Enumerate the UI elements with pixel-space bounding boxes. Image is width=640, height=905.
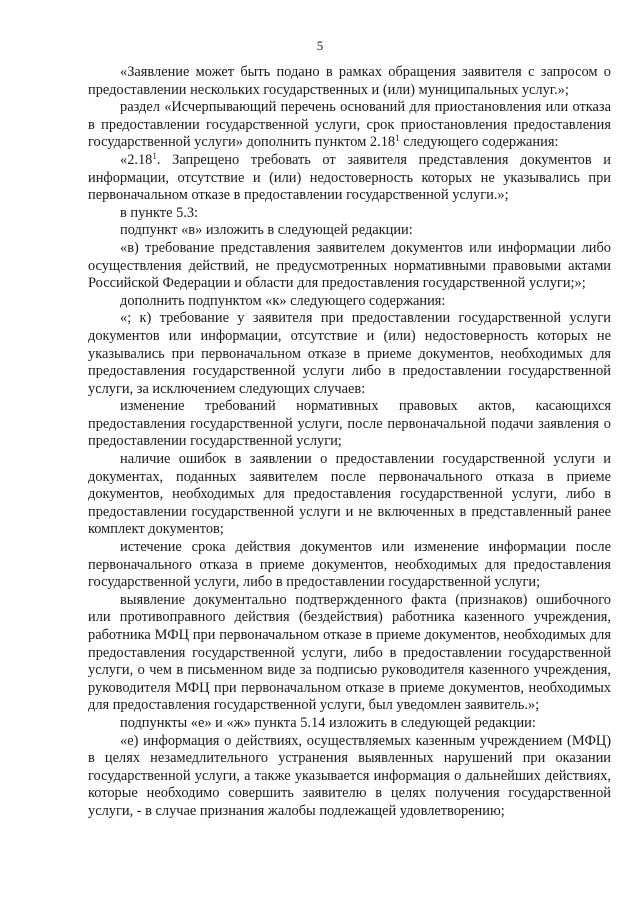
- paragraph-2-text-start: раздел «Исчерпывающий перечень оснований для приостановления или отказа в предоставлении государственной услуги, срок приостановления предоставления государственной услуги» дополнить пунктом 2.18: [88, 99, 611, 151]
- paragraph-12: выявление документально подтвержденного факта (признаков) ошибочного или противоправного действия (бездействия) работника казенного учреждения, работника МФЦ при первоначальном отказе в приеме документов, необходимых для предоставления государственной услуги, либо в предоставлении государственной услуги, о чем в письменном виде за подписью руководителя казенного учреждения, руководителя МФЦ при первоначальном отказе в приеме документов, необходимых для предоставления государственной услуги, был уведомлен заявитель.»;: [88, 591, 611, 714]
- page-number: 5: [316, 38, 324, 53]
- paragraph-6: «в) требование представления заявителем документов или информации либо осуществления действий, не предусмотренных нормативными правовыми актами Российской Федерации и области для предоставления государственной услуги;»;: [88, 239, 611, 292]
- paragraph-3-text-end: . Запрещено требовать от заявителя представления документов и информации, отсутствие и (или) недостоверность которых не указывались при первоначальном отказе в предоставлении государственной услуги.»;: [88, 151, 611, 204]
- paragraph-4: в пункте 5.3:: [120, 204, 199, 221]
- paragraph-10: наличие ошибок в заявлении о предоставлении государственной услуги и документах, поданных заявителем после первоначального отказа в приеме документов, необходимых для предоставления государственной услуги, либо в предоставлении государственной услуги и не включенных в представленный ранее комплект документов;: [88, 451, 611, 538]
- paragraph-14: «е) информация о действиях, осуществляемых казенным учреждением (МФЦ) в целях незамедлительного устранения выявленных нарушений при оказании государственной услуги, а также указывается информация о дальнейших действиях, которые необходимо совершить заявителю в целях получения государственной услуги, - в случае признания жалобы подлежащей удовлетворению;: [88, 732, 611, 819]
- paragraph-7: дополнить подпунктом «к» следующего содержания:: [120, 292, 446, 309]
- paragraph-1: «Заявление может быть подано в рамках обращения заявителя с запросом о предоставлении нескольких государственных и (или) муниципальных услуг.»;: [88, 64, 611, 98]
- document-body: [88, 64, 611, 821]
- paragraph-9: изменение требований нормативных правовых актов, касающихся предоставления государственной услуги, после первоначальной подачи заявления о предоставлении государственной услуги;: [88, 398, 611, 450]
- superscript-1: 1: [395, 133, 400, 144]
- paragraph-3: [88, 152, 611, 205]
- paragraph-5: подпункт «в» изложить в следующей редакции:: [120, 222, 413, 239]
- paragraph-13: подпункты «е» и «ж» пункта 5.14 изложить в следующей редакции:: [120, 714, 536, 731]
- paragraph-3-text-start: «2.18: [120, 151, 153, 168]
- paragraph-2-text-end: следующего содержания:: [399, 134, 559, 151]
- superscript-2: 1: [152, 150, 157, 161]
- paragraph-2: [88, 99, 611, 152]
- paragraph-11: истечение срока действия документов или изменение информации после первоначального отказа в приеме документов, необходимых для предоставления государственной услуги, либо в предоставлении государственной услуги;: [88, 539, 611, 591]
- paragraph-8: «; к) требование у заявителя при предоставлении государственной услуги документов или информации, отсутствие и (или) недостоверность которых не указывались при первоначальном отказе в приеме документов, необходимых для предоставления государственной услуги либо в предоставлении государственной услуги, за исключением следующих случаев:: [88, 310, 611, 397]
